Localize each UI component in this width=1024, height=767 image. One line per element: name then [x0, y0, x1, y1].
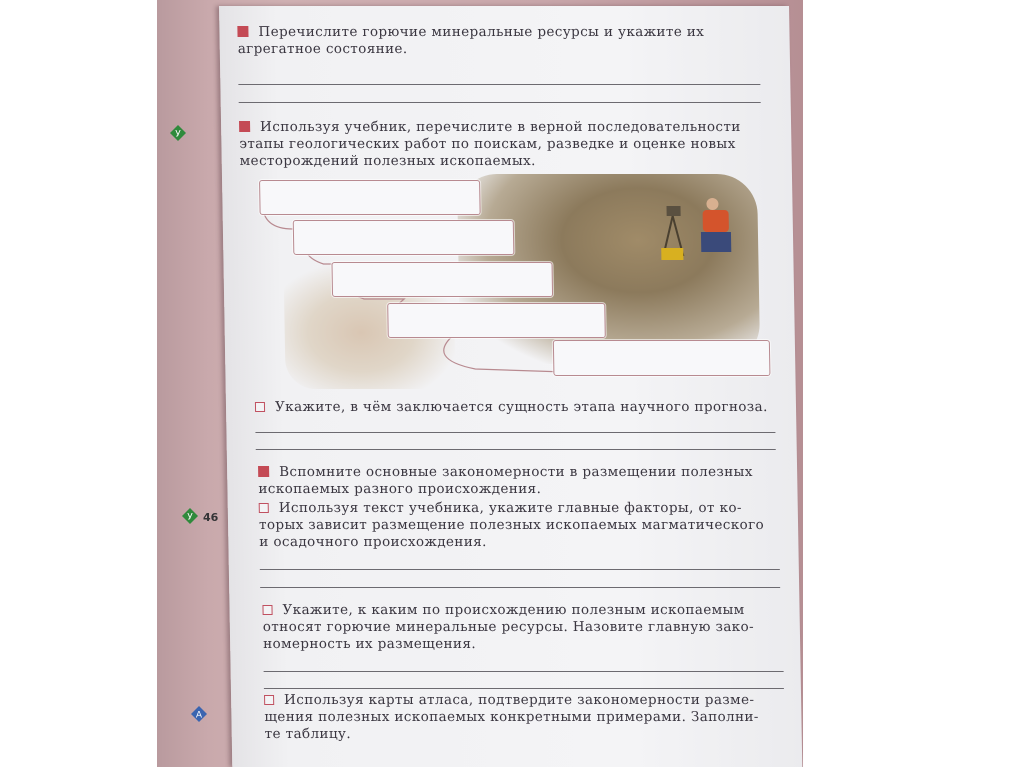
answer-line[interactable]: [264, 688, 784, 689]
answer-line[interactable]: [260, 569, 780, 570]
answer-line[interactable]: [256, 449, 776, 450]
task-marker-outline: [255, 402, 265, 412]
section-marker-green-icon: [182, 508, 198, 524]
task-marker-outline: [264, 695, 274, 705]
task-marker-red: [237, 26, 248, 37]
stage-field-4[interactable]: [387, 303, 606, 338]
task-1: Перечислите горючие минеральные ресурсы и укажите их агрегатное состояние.: [237, 24, 705, 57]
svg-text:У: У: [187, 512, 193, 523]
answer-line[interactable]: [264, 671, 784, 672]
task-3: Укажите, в чём заключается сущность этапа научного прогноза.: [255, 399, 768, 416]
task-2: Используя учебник, перечислите в верной последовательности этапы геологических работ по поискам, разведке и оценке новых месторождений полезных ископаемых.: [239, 119, 741, 169]
svg-text:А: А: [195, 710, 203, 721]
task-5: Используя текст учебника, укажите главные факторы, от ко- торых зависит размещение полезных ископаемых магматического и осадочного происхождения.: [258, 500, 765, 550]
task-marker-outline: [262, 605, 272, 615]
answer-line[interactable]: [238, 84, 760, 85]
task-6: Укажите, к каким по происхождению полезным ископаемым относят горючие минеральные ресурсы. Назовите главную зако- номерность их размещения.: [262, 602, 755, 652]
answer-line[interactable]: [239, 102, 761, 103]
page-number: 46: [203, 511, 219, 524]
stage-field-2[interactable]: [293, 220, 515, 255]
answer-line[interactable]: [255, 432, 775, 433]
stage-field-3[interactable]: [331, 262, 553, 297]
task-7: Используя карты атласа, подтвердите закономерности разме- щения полезных ископаемых конкретными примерами. Заполни- те таблицу.: [264, 692, 759, 742]
task-4: Вспомните основные закономерности в размещении полезных ископаемых разного происхождения.: [258, 464, 753, 497]
section-marker-green-icon: [170, 125, 186, 141]
task-marker-outline: [259, 503, 269, 513]
workbook-page: [219, 6, 802, 767]
svg-text:У: У: [175, 129, 181, 140]
task-marker-red: [258, 466, 269, 477]
stage-field-5[interactable]: [553, 340, 771, 376]
stage-field-1[interactable]: [259, 180, 481, 215]
task-marker-red: [239, 121, 250, 132]
answer-line[interactable]: [260, 587, 780, 588]
section-marker-blue-icon: [191, 706, 207, 722]
